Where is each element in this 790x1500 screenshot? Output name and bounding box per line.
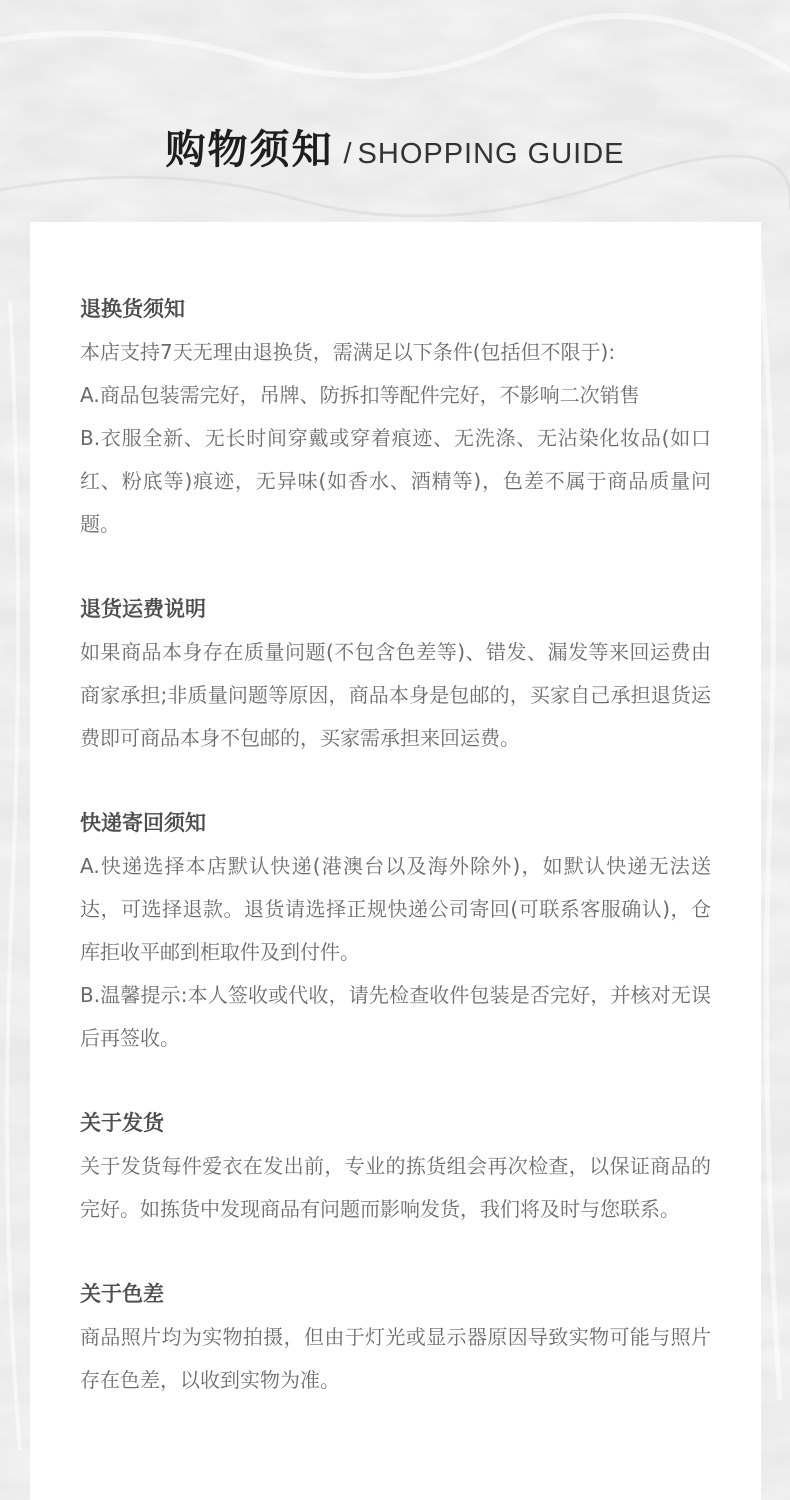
page-subtitle: SHOPPING GUIDE	[357, 138, 625, 170]
section-paragraph: 如果商品本身存在质量问题(不包含色差等)、错发、漏发等来回运费由商家承担;非质量问题等原因，商品本身是包邮的，买家自己承担退货运费即可商品本身不包邮的，买家需承担来回运费。	[80, 640, 711, 750]
page-title: 购物须知	[165, 127, 334, 173]
section-paragraph: B.衣服全新、无长时间穿戴或穿着痕迹、无洗涤、无沾染化妆品(如口红、粉底等)痕迹，无异味(如香水、酒精等)，色差不属于商品质量问题。	[80, 426, 711, 536]
content-card	[30, 222, 761, 1500]
page-header	[0, 118, 790, 175]
section-paragraph: A.商品包装需完好，吊牌、防拆扣等配件完好，不影响二次销售	[80, 383, 640, 407]
section-title: 退货运费说明	[80, 597, 206, 621]
section-returns	[80, 288, 711, 546]
section-title: 关于色差	[80, 1282, 164, 1306]
section-paragraph: A.快递选择本店默认快递(港澳台以及海外除外)，如默认快递无法送达，可选择退款。退货请选择正规快递公司寄回(可联系客服确认)，仓库拒收平邮到柜取件及到付件。	[80, 854, 711, 964]
section-paragraph: 商品照片均为实物拍摄，但由于灯光或显示器原因导致实物可能与照片存在色差，以收到实物为准。	[80, 1325, 711, 1392]
section-return-shipping	[80, 588, 711, 760]
section-paragraph: 关于发货每件爱衣在发出前，专业的拣货组会再次检查，以保证商品的完好。如拣货中发现商品有问题而影响发货，我们将及时与您联系。	[80, 1154, 711, 1221]
section-courier	[80, 802, 711, 1060]
section-title: 退换货须知	[80, 297, 185, 321]
section-title: 关于发货	[80, 1111, 164, 1135]
title-separator: /	[343, 138, 352, 170]
section-dispatch	[80, 1102, 711, 1231]
section-title: 快递寄回须知	[80, 811, 206, 835]
section-paragraph: B.温馨提示:本人签收或代收，请先检查收件包装是否完好，并核对无误后再签收。	[80, 983, 711, 1050]
section-color-difference	[80, 1273, 711, 1402]
section-paragraph: 本店支持7天无理由退换货，需满足以下条件(包括但不限于):	[80, 340, 616, 364]
